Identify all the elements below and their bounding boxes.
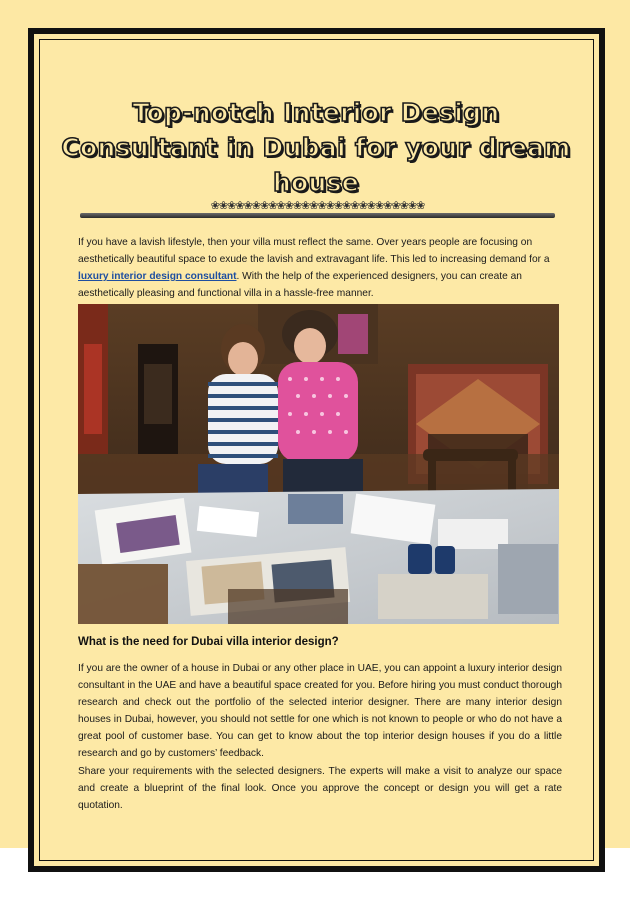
body-paragraph-2: Share your requirements with the selected designers. The experts will make a visit to analyze our space and create a blueprint of the final look. Once you approve the concept or design you will get a rate quotation.	[78, 766, 562, 811]
body-paragraph-1: If you are the owner of a house in Dubai or any other place in UAE, you can appoint a luxury interior design consultant in the UAE and have a beautiful space created for you. Before hiring you must conduct thorough research and check out the portfolio of the selected interior designer. There are many interior design houses in Dubai, however, you should not settle for one which is not known to people or who do not have a great pool of customer base. You can get to know about the top interior design houses if you do a little research and go by customers’ feedback.	[78, 663, 562, 759]
title-divider	[80, 199, 555, 223]
designers-photo	[78, 304, 559, 624]
intro-text-after: . With the help of the experienced designers, you can create an aesthetically pleasing and functional villa in a hassle-free manner.	[78, 271, 522, 299]
intro-text-before: If you have a lavish lifestyle, then your villa must reflect the same. Over years people are focusing on aesthetically beautiful space to exude the lavish and extravagant life. This led to increasing demand for a	[78, 237, 550, 265]
designers-reviewing-samples-illustration	[78, 304, 559, 624]
section-heading: What is the need for Dubai villa interior design?	[78, 636, 339, 648]
luxury-interior-design-consultant-link[interactable]: luxury interior design consultant	[78, 271, 237, 282]
flower-ornament-icon: ❀❀❀❀❀❀❀❀❀❀❀❀❀❀❀❀❀❀❀❀❀❀❀❀❀❀	[210, 199, 425, 212]
document-title: Top-notch Interior Design Consultant in Dubai for your dream house	[61, 97, 571, 197]
intro-paragraph	[78, 234, 562, 302]
divider-bar	[80, 213, 555, 218]
